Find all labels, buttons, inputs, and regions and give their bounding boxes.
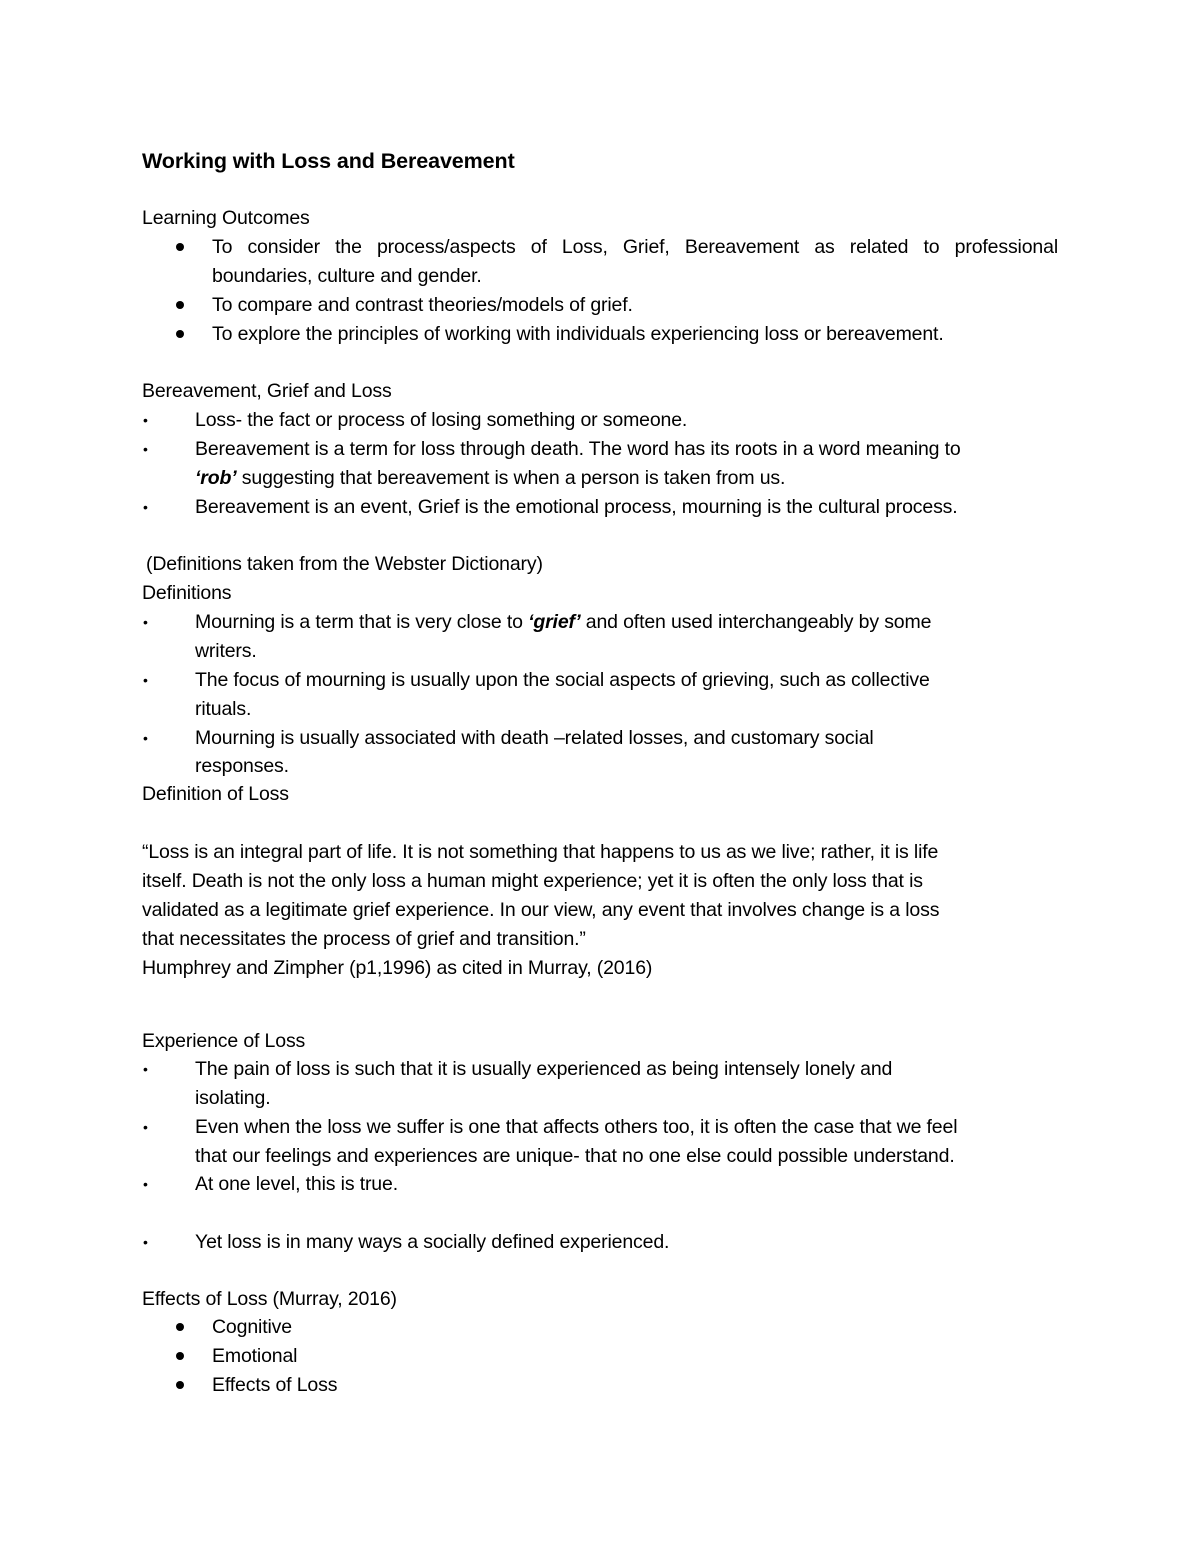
loss-quote-line-1: “Loss is an integral part of life. It is not something that happens to us as we live; rather, it is life	[142, 841, 939, 863]
bereavement-item-1: Loss- the fact or process of losing something or someone.	[195, 409, 688, 431]
loss-quote-line-2: itself. Death is not the only loss a human might experience; yet it is often the only loss that is	[142, 870, 923, 892]
definitions-item-2-line-1: The focus of mourning is usually upon the social aspects of grieving, such as collective	[195, 669, 930, 691]
definitions-item-1-post: and often used interchangeably by some	[580, 611, 932, 633]
bullet-icon: •	[143, 730, 148, 746]
bereavement-item-2-line-2	[195, 464, 785, 493]
learning-outcomes-heading: Learning Outcomes	[142, 207, 310, 229]
effects-item-3: Effects of Loss	[212, 1374, 338, 1396]
bullet-icon: •	[143, 412, 148, 428]
experience-item-2-line-1: Even when the loss we suffer is one that affects others too, it is often the case that we feel	[195, 1116, 958, 1138]
bullet-icon: •	[143, 1234, 148, 1250]
bullet-icon	[176, 1323, 184, 1331]
outcome-item-1	[212, 233, 1058, 262]
definitions-item-1-line-2: writers.	[195, 640, 257, 662]
document-title: Working with Loss and Bereavement	[142, 149, 515, 173]
outcome-item-3: To explore the principles of working with individuals experiencing loss or bereavement.	[212, 323, 944, 345]
bereavement-heading: Bereavement, Grief and Loss	[142, 380, 392, 402]
effects-item-2: Emotional	[212, 1345, 298, 1367]
effects-item-1: Cognitive	[212, 1316, 292, 1338]
definitions-item-1-pre: Mourning is a term that is very close to	[195, 611, 529, 633]
experience-item-4: Yet loss is in many ways a socially defined experienced.	[195, 1231, 670, 1253]
definitions-item-3-line-2: responses.	[195, 755, 289, 777]
definitions-item-1-line-1	[195, 608, 931, 637]
bereavement-item-2-line-1: Bereavement is a term for loss through death. The word has its roots in a word meaning to	[195, 438, 961, 460]
loss-quote-line-4: that necessitates the process of grief and transition.”	[142, 928, 586, 950]
bullet-icon	[176, 301, 184, 309]
outcome-item-1-line-2: boundaries, culture and gender.	[212, 265, 482, 287]
loss-quote-line-3: validated as a legitimate grief experience. In our view, any event that involves change is a loss	[142, 899, 940, 921]
experience-heading: Experience of Loss	[142, 1030, 306, 1052]
outcome-item-2: To compare and contrast theories/models of grief.	[212, 294, 633, 316]
experience-item-3: At one level, this is true.	[195, 1173, 398, 1195]
effects-heading: Effects of Loss (Murray, 2016)	[142, 1288, 397, 1310]
experience-item-1-line-1: The pain of loss is such that it is usually experienced as being intensely lonely and	[195, 1058, 893, 1080]
bereavement-item-3: Bereavement is an event, Grief is the emotional process, mourning is the cultural process.	[195, 496, 958, 518]
bullet-icon	[176, 330, 184, 338]
outcome-item-1-line-1: To consider the process/aspects of Loss, Grief, Bereavement as related to professional	[212, 236, 1058, 258]
bullet-icon	[176, 1352, 184, 1360]
bullet-icon: •	[143, 499, 148, 515]
definitions-source-note: (Definitions taken from the Webster Dictionary)	[146, 553, 543, 575]
bullet-icon: •	[143, 1176, 148, 1192]
experience-item-1-line-2: isolating.	[195, 1087, 271, 1109]
emphasis-rob: ‘rob’	[195, 467, 237, 489]
emphasis-grief: ‘grief’	[528, 611, 581, 633]
definitions-item-3-line-1: Mourning is usually associated with death –related losses, and customary social	[195, 727, 874, 749]
experience-item-2-line-2: that our feelings and experiences are unique- that no one else could possible understand.	[195, 1145, 955, 1167]
definitions-heading: Definitions	[142, 582, 232, 604]
bullet-icon: •	[143, 1119, 148, 1135]
loss-quote-citation: Humphrey and Zimpher (p1,1996) as cited in Murray, (2016)	[142, 957, 653, 979]
bullet-icon: •	[143, 614, 148, 630]
bereavement-item-2-rest: suggesting that bereavement is when a person is taken from us.	[236, 467, 786, 489]
bullet-icon: •	[143, 672, 148, 688]
definitions-item-2-line-2: rituals.	[195, 698, 252, 720]
definition-of-loss-heading: Definition of Loss	[142, 783, 289, 805]
bullet-icon: •	[143, 441, 148, 457]
bullet-icon	[176, 1381, 184, 1389]
bullet-icon	[176, 243, 184, 251]
bullet-icon: •	[143, 1061, 148, 1077]
